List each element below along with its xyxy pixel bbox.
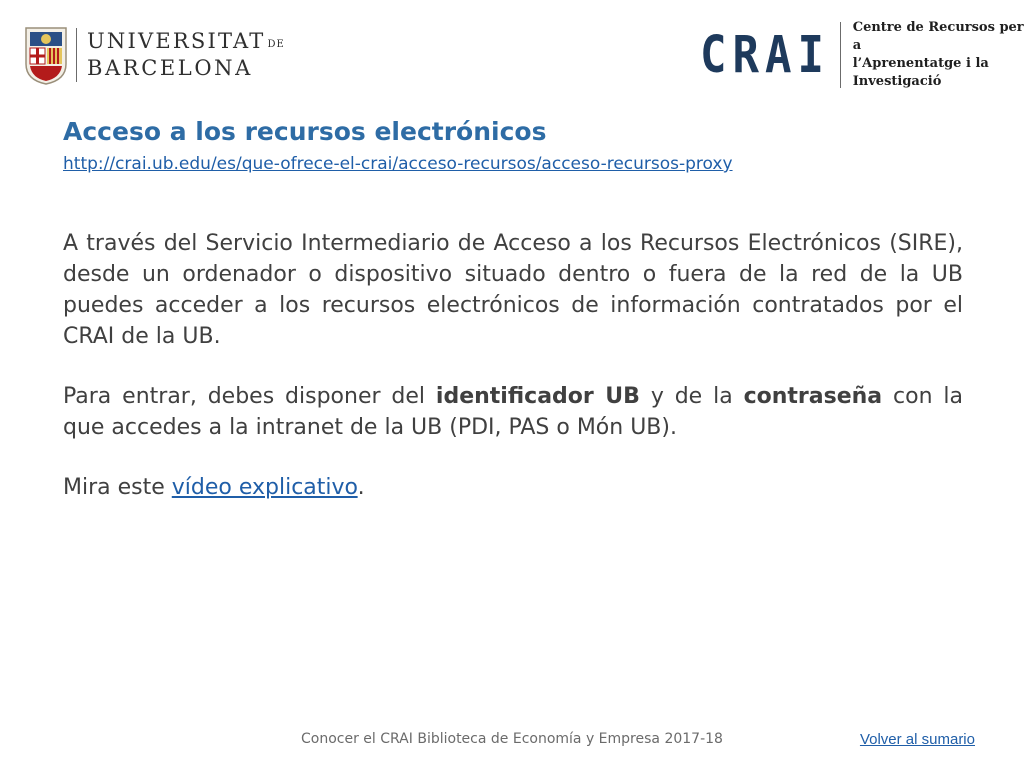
paragraph-video bbox=[63, 472, 963, 503]
video-prefix: Mira este bbox=[63, 475, 172, 500]
ub-shield-icon bbox=[24, 24, 68, 86]
crai-logo-divider bbox=[840, 22, 841, 88]
paragraph-intro: A través del Servicio Intermediario de Acceso a los Recursos Electrónicos (SIRE), desde un ordenador o dispositivo situado dentro o fuera de la red de la UB puedes acceder a los recursos electrónicos de información contratados por el CRAI de la UB. bbox=[63, 231, 963, 349]
ub-logo-line2: BARCELONA bbox=[87, 56, 253, 80]
crai-logo bbox=[700, 19, 1024, 90]
ub-logo-line1: UNIVERSITAT bbox=[87, 29, 266, 53]
credentials-bold-identifier: identificador UB bbox=[435, 384, 640, 409]
video-suffix: . bbox=[357, 475, 365, 500]
paragraph-credentials bbox=[63, 381, 963, 443]
crai-logo-description bbox=[853, 19, 1024, 92]
ub-logo-text bbox=[87, 31, 285, 79]
credentials-text-3: con la que accedes a la intranet de la UB (PDI, PAS o Món UB). bbox=[63, 384, 963, 440]
crai-logo-line2: l’Aprenentatge i la Investigació bbox=[852, 56, 989, 90]
body-text bbox=[63, 228, 963, 532]
footer-caption: Conocer el CRAI Biblioteca de Economía y Empresa 2017-18 bbox=[301, 731, 723, 747]
credentials-bold-password: contraseña bbox=[743, 384, 883, 409]
ub-logo-line1-suffix: DE bbox=[267, 39, 285, 50]
crai-wordmark: CRAI bbox=[700, 25, 830, 85]
video-explanation-link[interactable]: vídeo explicativo bbox=[171, 475, 358, 500]
credentials-text-1: Para entrar, debes disponer del bbox=[63, 384, 436, 409]
resource-url-link[interactable]: http://crai.ub.edu/es/que-ofrece-el-crai/acceso-recursos/acceso-recursos-proxy bbox=[63, 154, 733, 174]
credentials-text-2: y de la bbox=[639, 384, 744, 409]
page-title: Acceso a los recursos electrónicos bbox=[63, 117, 547, 146]
ub-logo bbox=[24, 24, 285, 86]
ub-logo-divider bbox=[76, 28, 77, 82]
crai-logo-line1: Centre de Recursos per a bbox=[852, 19, 1024, 53]
back-to-summary-link[interactable]: Volver al sumario bbox=[859, 731, 975, 748]
